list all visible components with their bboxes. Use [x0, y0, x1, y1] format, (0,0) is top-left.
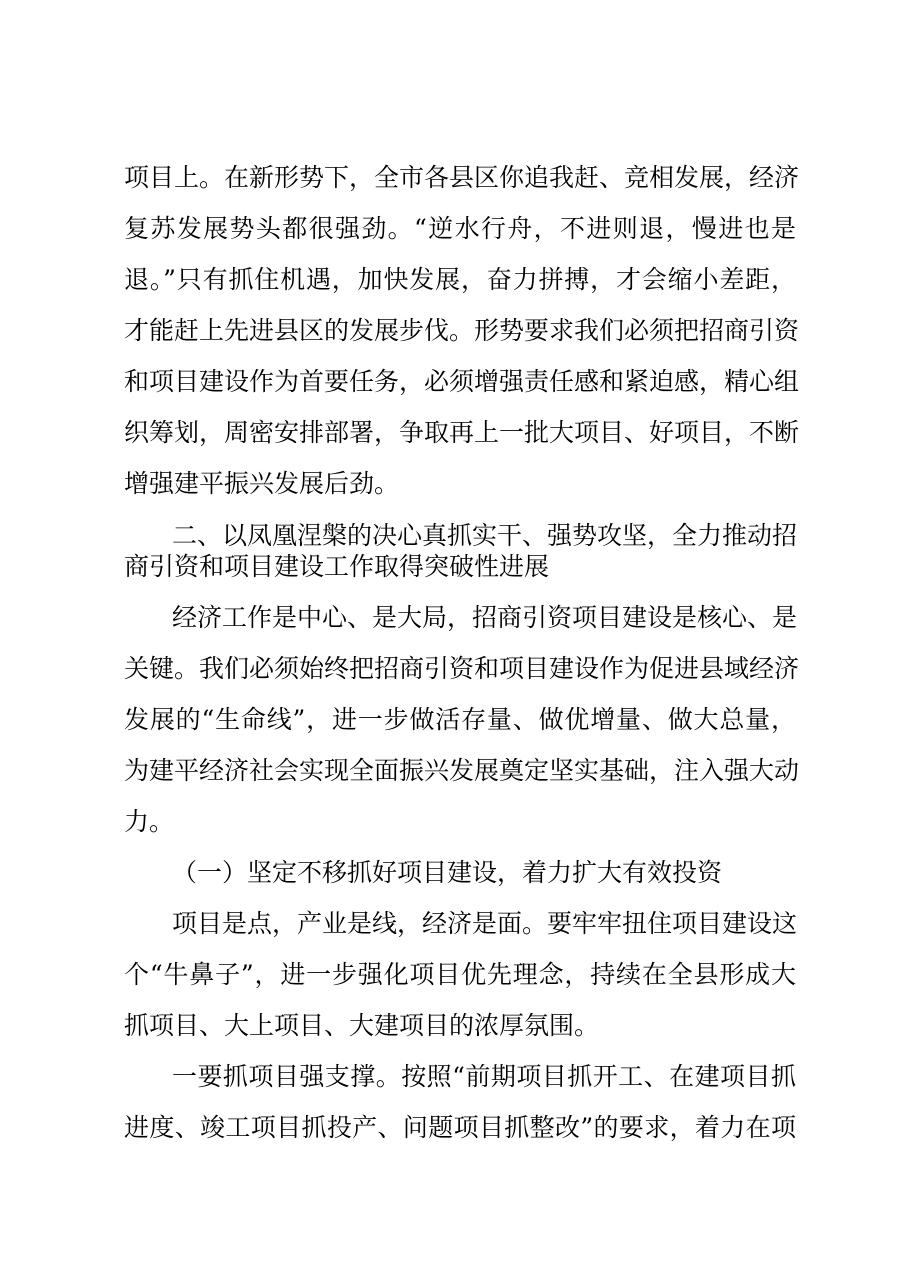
paragraph-line: 关键。我们必须始终把招商引资和项目建设作为促进县域经济: [124, 654, 800, 683]
paragraph-line: 经济工作是中心、是大局，招商引资项目建设是核心、是: [172, 603, 798, 632]
paragraph-line: 进度、竣工项目抓投产、问题项目抓整改”的要求，着力在项: [124, 1113, 796, 1142]
section-heading-line: 二、以凤凰涅槃的决心真抓实干、强势攻坚，全力推动招: [172, 521, 798, 550]
paragraph-line: 织筹划，周密安排部署，争取再上一批大项目、好项目，不断: [124, 418, 800, 447]
paragraph-line: 才能赶上先进县区的发展步伐。形势要求我们必须把招商引资: [124, 316, 800, 345]
sub-heading: （一）坚定不移抓好项目建设，着力扩大有效投资: [172, 858, 723, 887]
paragraph-line: 抓项目、大上项目、大建项目的浓厚氛围。: [124, 1011, 600, 1040]
paragraph-line: 力。: [124, 807, 175, 836]
paragraph-line: 个“牛鼻子”，进一步强化项目优先理念，持续在全县形成大: [124, 960, 796, 989]
paragraph-line: 和项目建设作为首要任务，必须增强责任感和紧迫感，精心组: [124, 367, 800, 396]
paragraph-line: 增强建平振兴发展后劲。: [124, 469, 400, 498]
paragraph-line: 退。”只有抓住机遇，加快发展，奋力拼搏，才会缩小差距，: [124, 265, 796, 294]
paragraph-line: 发展的“生命线”，进一步做活存量、做优增量、做大总量，: [124, 705, 796, 734]
paragraph-line: 项目是点，产业是线，经济是面。要牢牢扭住项目建设这: [172, 909, 798, 938]
section-heading-line: 商引资和项目建设工作取得突破性进展: [124, 552, 550, 581]
paragraph-line: 项目上。在新形势下，全市各县区你追我赶、竞相发展，经济: [124, 163, 800, 192]
paragraph-line: 复苏发展势头都很强劲。“逆水行舟，不进则退，慢进也是: [124, 214, 796, 243]
paragraph-line: 为建平经济社会实现全面振兴发展奠定坚实基础，注入强大动: [124, 756, 800, 785]
paragraph-line: 一要抓项目强支撑。按照“前期项目抓开工、在建项目抓: [172, 1062, 796, 1091]
